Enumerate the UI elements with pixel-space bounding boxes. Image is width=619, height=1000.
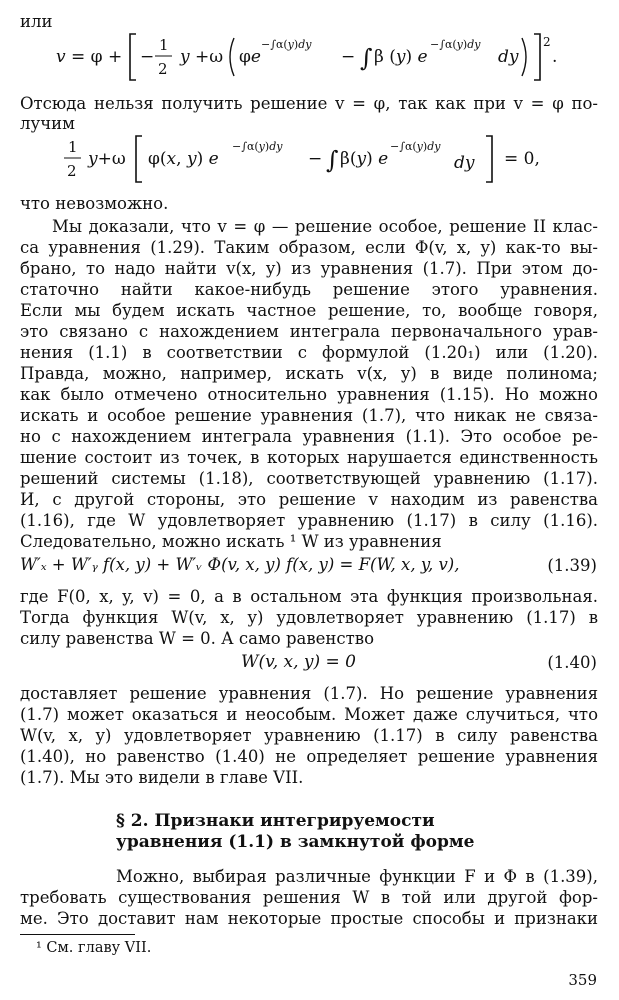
svg-text:= 0,: = 0, (504, 149, 540, 169)
equation-1-40: W(v, x, y) = 0 (241, 652, 356, 672)
text-line: Если мы будем искать частное решение, то, вообще говоря, (20, 301, 598, 320)
svg-text:dy: dy (498, 47, 519, 67)
svg-text:∫: ∫ (360, 44, 373, 72)
equation-number-1-39: (1.39) (547, 556, 597, 575)
text-line: силу равенства W = 0. А само равенство (20, 629, 375, 648)
svg-text:dy: dy (454, 153, 475, 173)
svg-text:−∫α(y)dy: −∫α(y)dy (390, 140, 441, 153)
text-line: W(v, x, y) удовлетворяет уравнению (1.17) в силу равенства (20, 726, 598, 745)
svg-text:β (y) e: β (y) e (374, 47, 428, 67)
equation-number-1-40: (1.40) (547, 653, 597, 672)
equation-zero-render (64, 130, 564, 188)
text-line: статочно найти какое-нибудь решение этого уравнения. (20, 280, 598, 299)
svg-text:β(y) e: β(y) e (340, 149, 389, 169)
text-line: брано, то надо найти v(x, y) из уравнения (1.7). При этом до- (20, 259, 598, 278)
svg-text:φe: φe (239, 47, 261, 67)
svg-text:y+ω: y+ω (88, 149, 126, 169)
text-line: (1.7) может оказаться и неособым. Может даже случиться, что (20, 705, 598, 724)
svg-text:2: 2 (158, 60, 168, 78)
text-line: доставляет решение уравнения (1.7). Но решение уравнения (20, 684, 598, 703)
text-line: шение состоит из точек, в которых нарушается единственность (20, 448, 598, 467)
svg-text:2: 2 (67, 162, 77, 180)
svg-text:−: − (140, 47, 155, 67)
text-line: решений системы (1.18), соответствующей уравнению (1.17). (20, 469, 598, 488)
text-line: Тогда функция W(v, x, y) удовлетворяет уравнению (1.17) в (20, 608, 598, 627)
footnote: ¹ См. главу VII. (36, 940, 152, 956)
text-line: это связано с нахождением интеграла первоначального урав- (20, 322, 598, 341)
svg-text:1: 1 (68, 138, 78, 156)
text-line: са уравнения (1.29). Таким образом, если Φ(v, x, y) как-то вы- (20, 238, 598, 257)
text-line: (1.40), но равенство (1.40) не определяет решение уравнения (20, 747, 598, 766)
text-line: Следовательно, можно искать ¹ W из уравнения (20, 532, 442, 551)
svg-text:∫: ∫ (326, 146, 339, 174)
text-line: (1.16), где W удовлетворяет уравнению (1.17) в силу (1.16). (20, 511, 598, 530)
footnote-rule (20, 934, 135, 935)
text-line: или (20, 12, 53, 31)
equation-v-render (56, 28, 576, 86)
page-number: 359 (568, 971, 597, 989)
text-line: ме. Это доставит нам некоторые простые способы и признаки (20, 909, 598, 928)
svg-text:−∫α(y)dy: −∫α(y)dy (261, 38, 312, 51)
svg-text:−: − (341, 47, 356, 67)
text-line: лучим (20, 114, 75, 133)
svg-text:v = φ +: v = φ + (56, 47, 123, 67)
text-line: как было отмечено относительно уравнения (1.15). Но можно (20, 385, 598, 404)
equation-zero (64, 130, 564, 188)
svg-text:φ(x, y) e: φ(x, y) e (148, 149, 219, 169)
svg-text:2: 2 (543, 35, 551, 49)
text-line: Мы доказали, что v = φ — решение особое, решение II клас- (52, 217, 598, 236)
equation-v (56, 28, 576, 86)
svg-text:.: . (552, 47, 558, 67)
section-heading-line-1: § 2. Признаки интегрируемости (116, 811, 435, 831)
text-line: требовать существования решения W в той или другой фор- (20, 888, 598, 907)
svg-text:−∫α(y)dy: −∫α(y)dy (232, 140, 283, 153)
text-line: И, с другой стороны, это решение v находим из равенства (20, 490, 598, 509)
text-line: Можно, выбирая различные функции F и Φ в (1.39), (116, 867, 598, 886)
text-line: искать и особое решение уравнения (1.7), что никак не связа- (20, 406, 598, 425)
text-line: но с нахождением интеграла уравнения (1.1). Это особое ре- (20, 427, 598, 446)
svg-text:−∫α(y)dy: −∫α(y)dy (430, 38, 481, 51)
text-line: Правда, можно, например, искать v(x, y) в виде полинома; (20, 364, 598, 383)
text-line: что невозможно. (20, 194, 169, 213)
svg-text:−: − (308, 149, 323, 169)
text-line: Отсюда нельзя получить решение v = φ, так как при v = φ по- (20, 94, 598, 113)
section-heading-line-2: уравнения (1.1) в замкнутой форме (116, 832, 475, 852)
equation-1-39: W′ₓ + W′ᵧ f(x, y) + W′ᵥ Φ(v, x, y) f(x, y) = F(W, x, y, v), (20, 555, 460, 574)
text-line: где F(0, x, y, v) = 0, а в остальном эта функция произвольная. (20, 587, 598, 606)
svg-text:y +ω: y +ω (180, 47, 224, 67)
text-line: нения (1.1) в соответствии с формулой (1.20₁) или (1.20). (20, 343, 598, 362)
text-line: (1.7). Мы это видели в главе VII. (20, 768, 304, 787)
svg-text:1: 1 (159, 36, 169, 54)
